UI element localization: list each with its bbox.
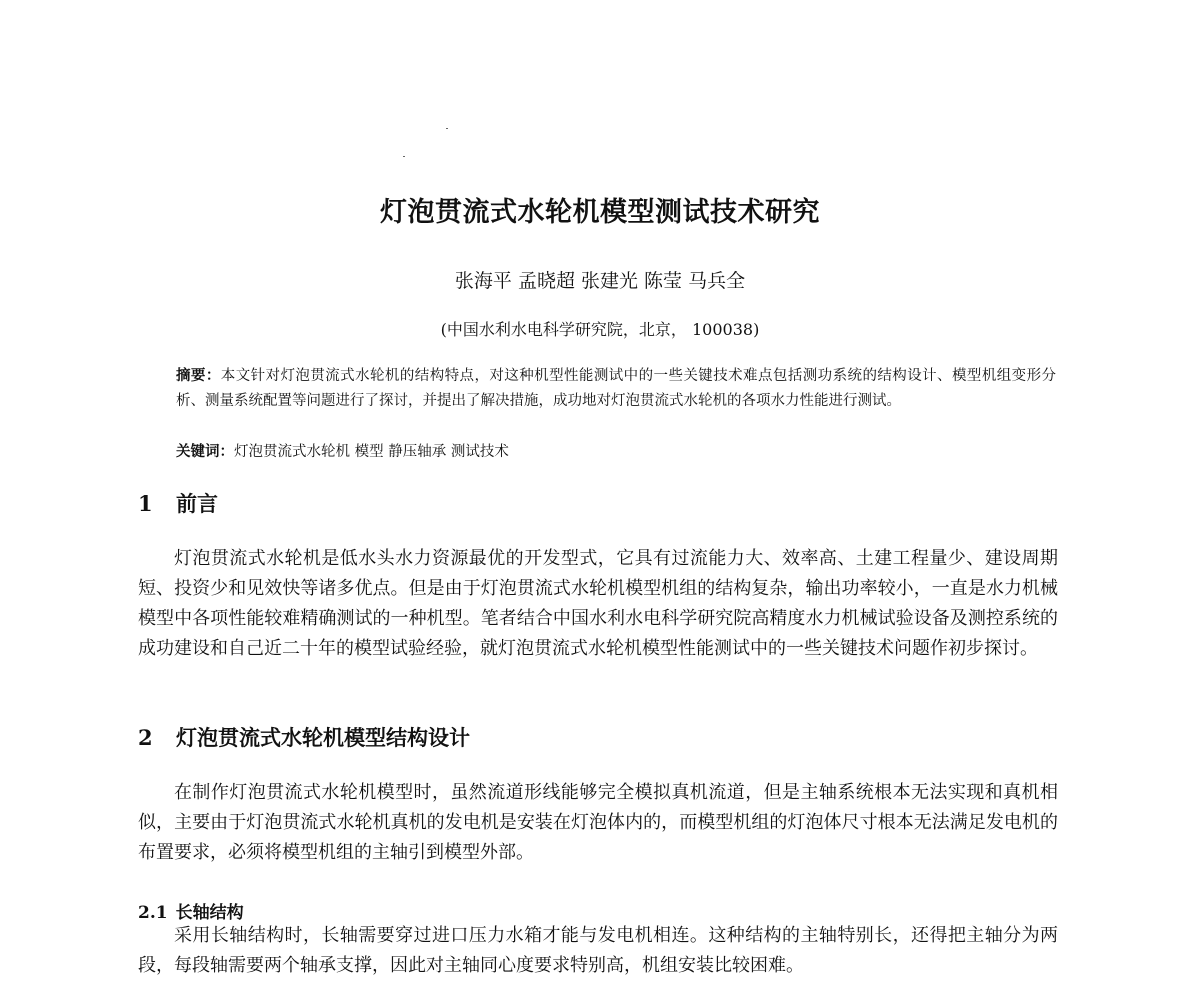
section-title: 灯泡贯流式水轮机模型结构设计 — [176, 726, 470, 750]
scan-speck — [446, 128, 448, 129]
keywords-text: 灯泡贯流式水轮机 模型 静压轴承 测试技术 — [234, 444, 509, 460]
section-heading-1 — [138, 488, 218, 518]
subsection-number: 2.1 — [138, 903, 168, 923]
subsection-2-1-paragraph: 采用长轴结构时，长轴需要穿过进口压力水箱才能与发电机相连。这种结构的主轴特别长，还得把主轴分为两段，每段轴需要两个轴承支撑，因此对主轴同心度要求特别高，机组安装比较困难。 — [138, 925, 1058, 976]
paper-title: 灯泡贯流式水轮机模型测试技术研究 — [380, 197, 820, 228]
section-2-paragraph: 在制作灯泡贯流式水轮机模型时，虽然流道形线能够完全模拟真机流道，但是主轴系统根本无法实现和真机相似，主要由于灯泡贯流式水轮机真机的发电机是安装在灯泡体内的，而模型机组的灯泡体尺寸根本无法满足发电机的布置要求，必须将模型机组的主轴引到模型外部。 — [138, 782, 1058, 863]
author-list: 张海平 孟晓超 张建光 陈莹 马兵全 — [454, 270, 746, 292]
section-title: 前言 — [176, 492, 218, 516]
keywords — [176, 440, 1056, 461]
section-1-paragraph: 灯泡贯流式水轮机是低水头水力资源最优的开发型式，它具有过流能力大、效率高、土建工程量少、建设周期短、投资少和见效快等诸多优点。但是由于灯泡贯流式水轮机模型机组的结构复杂，输出功率较小，一直是水力机械模型中各项性能较难精确测试的一种机型。笔者结合中国水利水电科学研究院高精度水力机械试验设备及测控系统的成功建设和自己近二十年的模型试验经验，就灯泡贯流式水轮机模型性能测试中的一些关键技术问题作初步探讨。 — [138, 548, 1058, 659]
abstract-label: 摘要： — [176, 368, 221, 384]
section-number: 1 — [138, 491, 153, 516]
abstract — [176, 364, 1056, 414]
abstract-text: 本文针对灯泡贯流式水轮机的结构特点，对这种机型性能测试中的一些关键技术难点包括测功系统的结构设计、模型机组变形分析、测量系统配置等问题进行了探讨，并提出了解决措施，成功地对灯泡贯流式水轮机的各项水力性能进行测试。 — [176, 368, 1057, 409]
affiliation: (中国水利水电科学研究院，北京， 100038) — [440, 320, 760, 339]
scan-speck — [403, 156, 405, 157]
section-number: 2 — [138, 725, 153, 750]
keywords-label: 关键词： — [176, 444, 234, 460]
subsection-title: 长轴结构 — [175, 903, 244, 923]
subsection-heading-2-1 — [138, 898, 244, 923]
section-heading-2 — [138, 722, 470, 752]
